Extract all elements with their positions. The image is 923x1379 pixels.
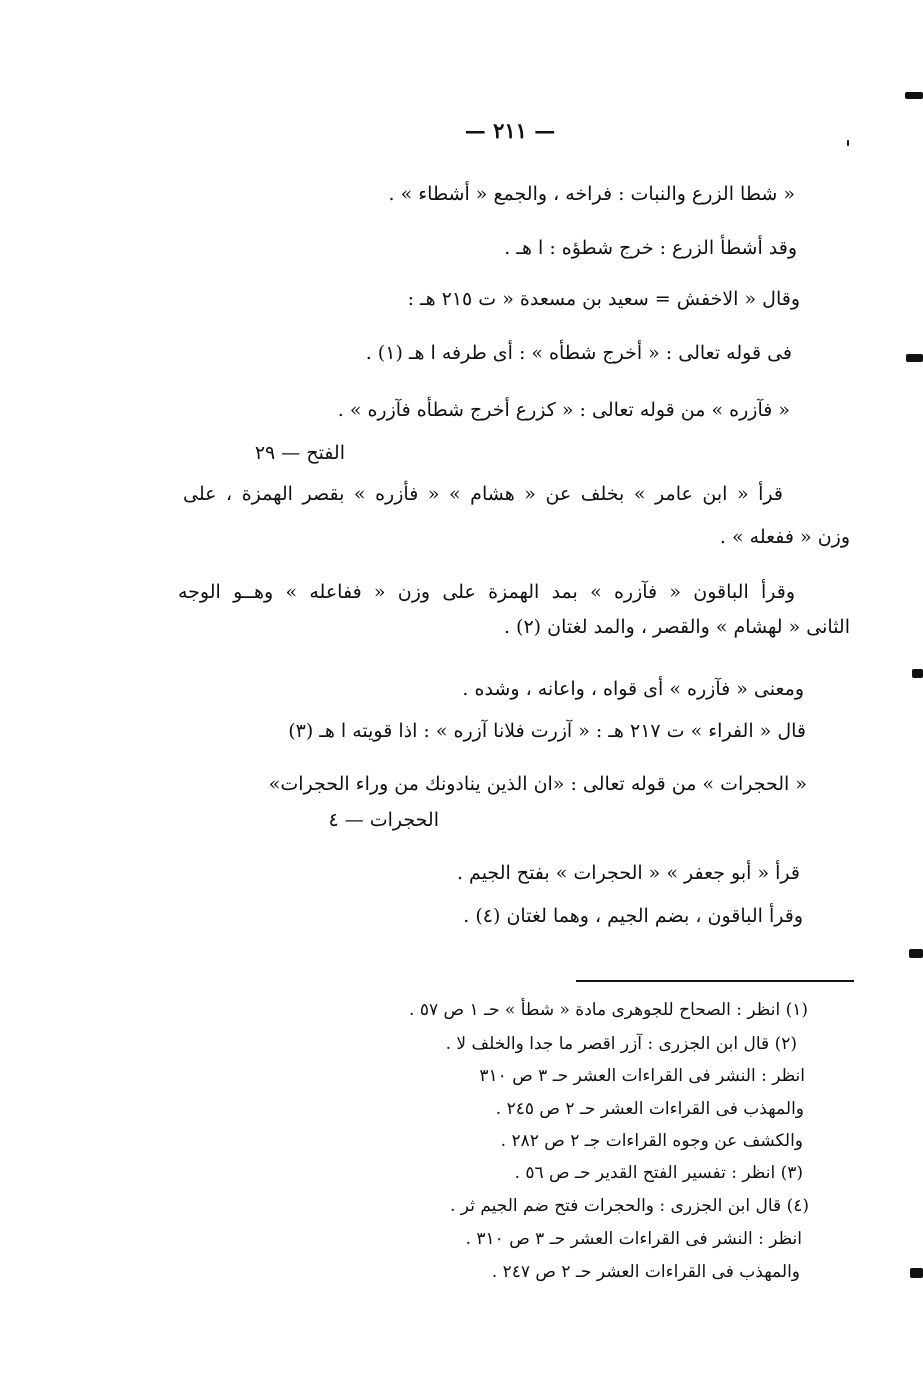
footnote-line: (٤) قال ابن الجزرى : والحجرات فتح ضم الجيم ثر . bbox=[450, 1196, 809, 1216]
body-line: قرأ « أبو جعفر » « الحجرات » بفتح الجيم . bbox=[456, 862, 800, 884]
body-line: ومعنى « فآزره » أى قواه ، واعانه ، وشده . bbox=[462, 678, 804, 700]
footnote-line: انظر : النشر فى القراءات العشر حـ ٣ ص ٣١٠ . bbox=[465, 1229, 802, 1249]
footnote-line: والكشف عن وجوه القراءات جـ ٢ ص ٢٨٢ . bbox=[500, 1131, 803, 1151]
body-line: « شطا الزرع والنبات : فراخه ، والجمع « أشطاء » . bbox=[388, 183, 795, 205]
section-reference: الفتح — ٢٩ bbox=[254, 442, 345, 464]
body-line: الثانى « لهشام » والقصر ، والمد لغتان (٢) . bbox=[503, 616, 850, 638]
scan-edge-mark bbox=[910, 1268, 923, 1278]
section-reference: الحجرات — ٤ bbox=[328, 809, 439, 831]
footnote-line: انظر : النشر فى القراءات العشر حـ ٣ ص ٣١٠ bbox=[479, 1066, 805, 1086]
body-line: « الحجرات » من قوله تعالى : «ان الذين ينادونك من وراء الحجرات» bbox=[268, 773, 807, 795]
body-line: وزن « ففعله » . bbox=[719, 526, 850, 548]
body-line: قرأ « ابن عامر » بخلف عن « هشام » « فأزره » بقصر الهمزة ، على bbox=[183, 483, 783, 505]
footnote-line: (١) انظر : الصحاح للجوهرى مادة « شطأ » حـ ١ ص ٥٧ . bbox=[409, 1000, 808, 1020]
body-line: وقد أشطأ الزرع : خرج شطؤه : ا هـ . bbox=[504, 237, 797, 259]
scan-edge-mark bbox=[905, 92, 923, 99]
scan-edge-mark bbox=[909, 949, 923, 958]
footnote-line: (٢) قال ابن الجزرى : آزر اقصر ما جدا والخلف لا . bbox=[445, 1034, 797, 1054]
body-line: قال « الفراء » ت ٢١٧ هـ : « آزرت فلانا آزره » : اذا قويته ا هـ (٣) bbox=[288, 720, 806, 742]
footnote-line: (٣) انظر : تفسير الفتح القدير حـ ص ٥٦ . bbox=[514, 1163, 803, 1183]
page-number: — ٢١١ — bbox=[464, 118, 556, 143]
body-line: « فآزره » من قوله تعالى : « كزرع أخرج شطأه فآزره » . bbox=[337, 399, 790, 421]
footnote-line: والمهذب فى القراءات العشر حـ ٢ ص ٢٤٥ . bbox=[495, 1099, 804, 1119]
footnote-separator bbox=[576, 980, 854, 982]
footnote-line: والمهذب فى القراءات العشر حـ ٢ ص ٢٤٧ . bbox=[491, 1262, 800, 1282]
scan-edge-mark bbox=[912, 669, 923, 678]
body-line: وقرأ الباقون ، بضم الجيم ، وهما لغتان (٤) . bbox=[463, 905, 803, 927]
scan-speck bbox=[847, 140, 849, 146]
body-line: فى قوله تعالى : « أخرج شطأه » : أى طرفه ا هـ (١) . bbox=[365, 342, 792, 364]
body-line: وقرأ الباقون « فآزره » بمد الهمزة على وزن « ففاعله » وهــو الوجه bbox=[178, 581, 795, 603]
body-line: وقال « الاخفش = سعيد بن مسعدة « ت ٢١٥ هـ : bbox=[407, 288, 800, 310]
scan-edge-mark bbox=[906, 354, 923, 362]
